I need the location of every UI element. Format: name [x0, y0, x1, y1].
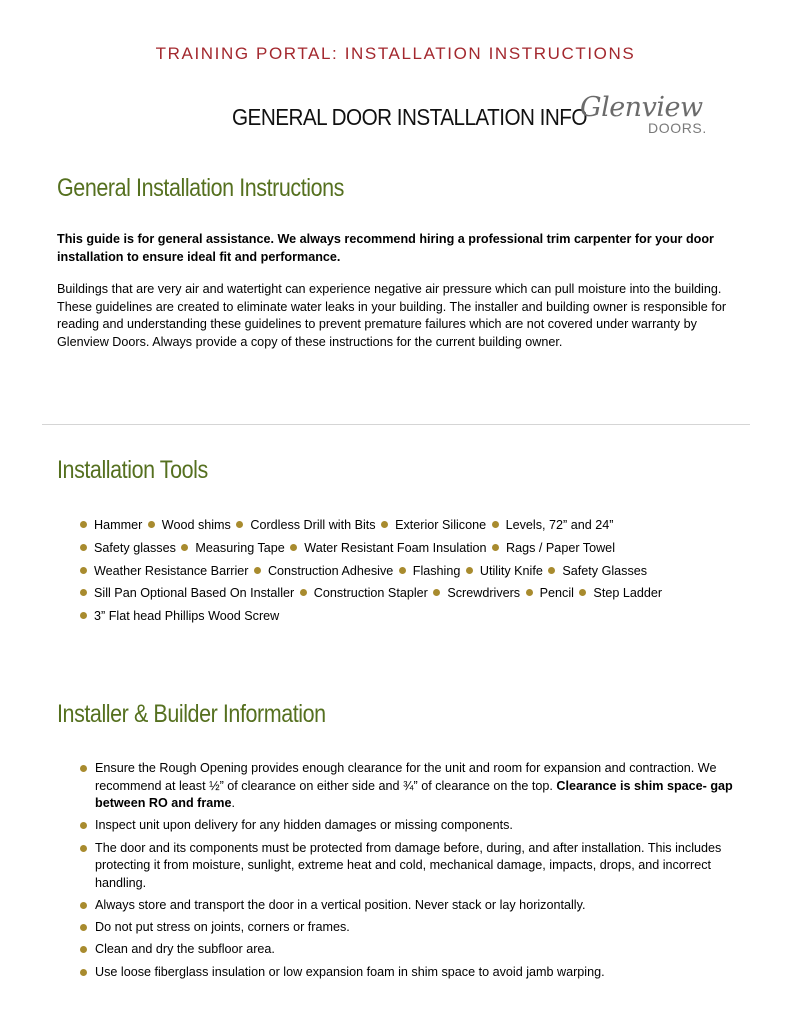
logo-doors-text: DOORS. — [648, 120, 707, 136]
tool-item: Pencil — [526, 586, 574, 600]
tool-item: Levels, 72” and 24” — [492, 518, 614, 532]
bullet-icon — [80, 924, 87, 931]
tool-item: Sill Pan Optional Based On Installer — [80, 586, 294, 600]
tool-item: Utility Knife — [466, 564, 543, 578]
bullet-icon — [579, 589, 586, 596]
tool-item: Wood shims — [148, 518, 231, 532]
bullet-icon — [548, 567, 555, 574]
bullet-icon — [236, 521, 243, 528]
bullet-icon — [300, 589, 307, 596]
bullet-icon — [433, 589, 440, 596]
bullet-icon — [492, 521, 499, 528]
bullet-icon — [254, 567, 261, 574]
bullet-icon — [80, 521, 87, 528]
bullet-icon — [80, 589, 87, 596]
bullet-icon — [80, 567, 87, 574]
tool-item: Safety glasses — [80, 541, 176, 555]
tool-item: Exterior Silicone — [381, 518, 486, 532]
intro-bold-paragraph: This guide is for general assistance. We always recommend hiring a professional trim carpenter for your door installation to ensure ideal fit and performance. — [57, 232, 714, 264]
bullet-icon — [466, 567, 473, 574]
tool-item: Construction Stapler — [300, 586, 428, 600]
tool-item: 3” Flat head Phillips Wood Screw — [80, 609, 279, 623]
general-instructions-heading: General Installation Instructions — [57, 174, 344, 202]
tool-item: Weather Resistance Barrier — [80, 564, 248, 578]
bullet-icon — [181, 544, 188, 551]
bullet-icon — [399, 567, 406, 574]
tool-item: Flashing — [399, 564, 461, 578]
tool-item: Screwdrivers — [433, 586, 520, 600]
tool-item: Safety Glasses — [548, 564, 647, 578]
portal-title: TRAINING PORTAL: INSTALLATION INSTRUCTIONS — [155, 44, 636, 63]
tool-item: Construction Adhesive — [254, 564, 393, 578]
section-divider — [42, 424, 750, 425]
bullet-icon — [290, 544, 297, 551]
bullet-icon — [80, 902, 87, 909]
bullet-icon — [80, 544, 87, 551]
logo-script-text: Glenview — [580, 92, 703, 123]
tool-item: Measuring Tape — [181, 541, 284, 555]
tools-list — [80, 514, 720, 628]
bullet-icon — [80, 969, 87, 976]
list-item: Use loose fiberglass insulation or low expansion foam in shim space to avoid jamb warping. — [80, 964, 748, 982]
glenview-logo — [578, 92, 723, 140]
bullet-icon — [526, 589, 533, 596]
bullet-icon — [80, 612, 87, 619]
bullet-icon — [80, 946, 87, 953]
installation-tools-heading: Installation Tools — [57, 456, 208, 484]
installer-info-list — [80, 760, 748, 986]
bullet-icon — [148, 521, 155, 528]
tool-item: Step Ladder — [579, 586, 662, 600]
document-title: GENERAL DOOR INSTALLATION INFO — [232, 104, 587, 130]
list-item: The door and its components must be protected from damage before, during, and after installation. This includes protecting it from moisture, sunlight, extreme heat and cold, mechanical damage, impacts, drops, and incorrect handling. — [80, 840, 748, 893]
bullet-icon — [492, 544, 499, 551]
tool-item: Hammer — [80, 518, 142, 532]
tool-item: Water Resistant Foam Insulation — [290, 541, 486, 555]
list-item: Always store and transport the door in a vertical position. Never stack or lay horizontally. — [80, 897, 748, 915]
bullet-icon — [381, 521, 388, 528]
list-item: Ensure the Rough Opening provides enough clearance for the unit and room for expansion and contraction. We recommend at least ½” of clearance on either side and ¾” of clearance on the top. Clearance is shim space- gap between RO and frame. — [80, 760, 748, 813]
tool-item: Rags / Paper Towel — [492, 541, 615, 555]
bullet-icon — [80, 765, 87, 772]
list-item: Clean and dry the subfloor area. — [80, 941, 748, 959]
list-item: Inspect unit upon delivery for any hidden damages or missing components. — [80, 817, 748, 835]
bullet-icon — [80, 845, 87, 852]
installer-builder-heading: Installer & Builder Information — [57, 700, 326, 728]
tool-item: Cordless Drill with Bits — [236, 518, 375, 532]
intro-body-paragraph: Buildings that are very air and watertight can experience negative air pressure which can pull moisture into the building. These guidelines are created to eliminate water leaks in your building. The installer and building owner is responsible for reading and understanding these guidelines to prevent premature failures which are not covered under warranty by Glenview Doors. Always provide a copy of these instructions for the current building owner. — [57, 282, 727, 349]
list-item: Do not put stress on joints, corners or frames. — [80, 919, 748, 937]
bullet-icon — [80, 822, 87, 829]
